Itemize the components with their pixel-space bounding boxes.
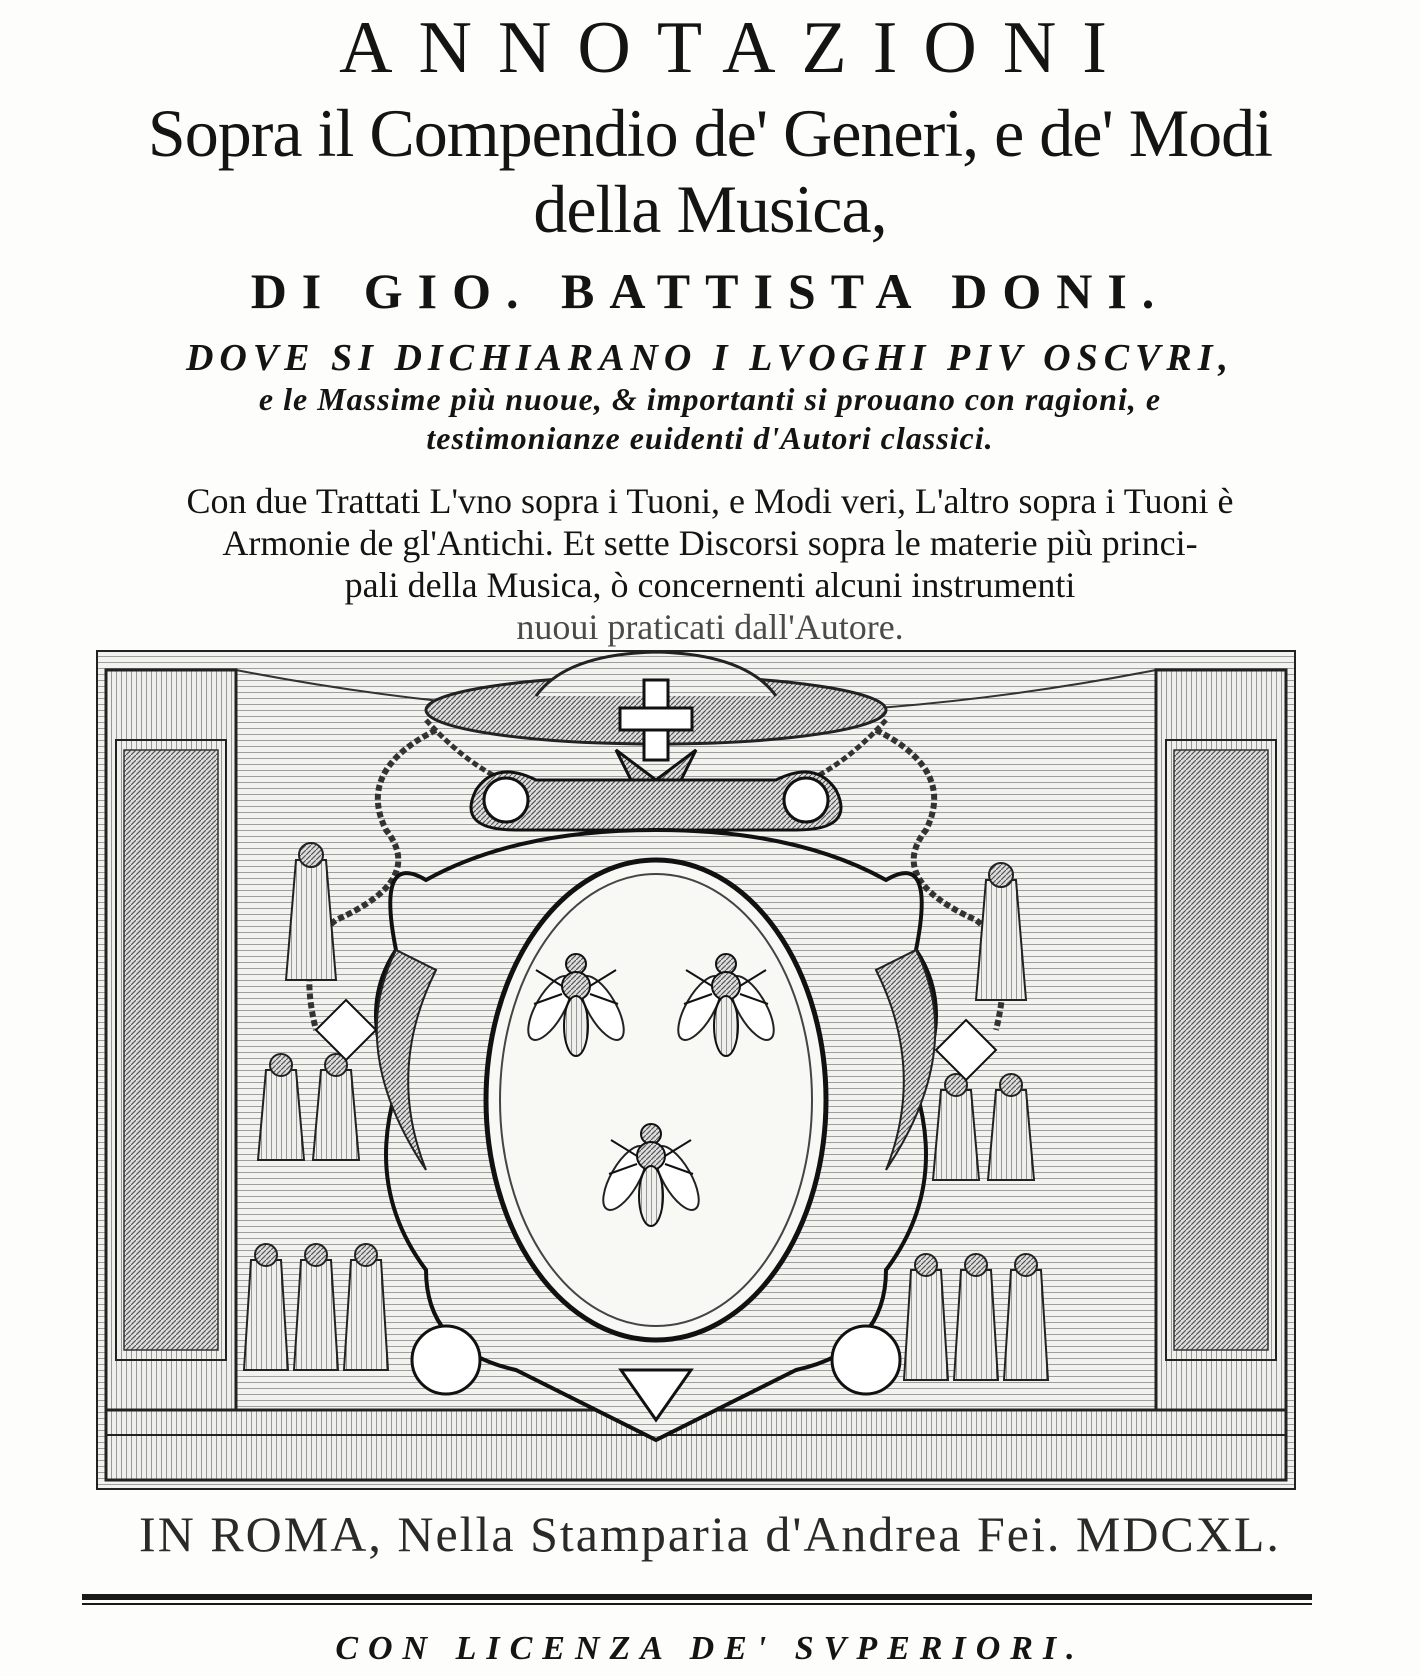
book-title: ANNOTAZIONI [339,7,1133,89]
contents-line-3: pali della Musica, ò concernenti alcuni instrumenti [344,565,1076,605]
imprint-line: IN ROMA, Nella Stamparia d'Andrea Fei. MDCXL. [139,1506,1281,1562]
subtitle-line-1: Sopra il Compendio de' Generi, e de' Modi [147,95,1273,171]
bee-icon [595,1124,707,1226]
bee-icon [520,954,632,1056]
coat-of-arms-engraving [96,650,1296,1490]
divider-rule [82,1594,1312,1600]
shield-oval [486,860,826,1340]
description-line-2: e le Massime più nuoue, & importanti si prouano con ragioni, e [258,381,1162,417]
contents-line-1: Con due Trattati L'vno sopra i Tuoni, e Modi veri, L'altro sopra i Tuoni è [186,481,1234,521]
contents-line-2: Armonie de gl'Antichi. Et sette Discorsi sopra le materie più princi- [222,523,1198,563]
contents-line-4: nuoui praticati dall'Autore. [516,607,904,647]
subtitle-line-2: della Musica, [533,171,887,247]
description-line-1: DOVE SI DICHIARANO I LVOGHI PIV OSCVRI, [185,337,1235,379]
license-line: CON LICENZA DE' SVPERIORI. [335,1630,1085,1667]
divider-rule-thin [82,1603,1312,1605]
bee-icon [670,954,782,1056]
description-line-3: testimonianze euidenti d'Autori classici. [426,420,994,456]
author-line: DI GIO. BATTISTA DONI. [250,263,1170,319]
